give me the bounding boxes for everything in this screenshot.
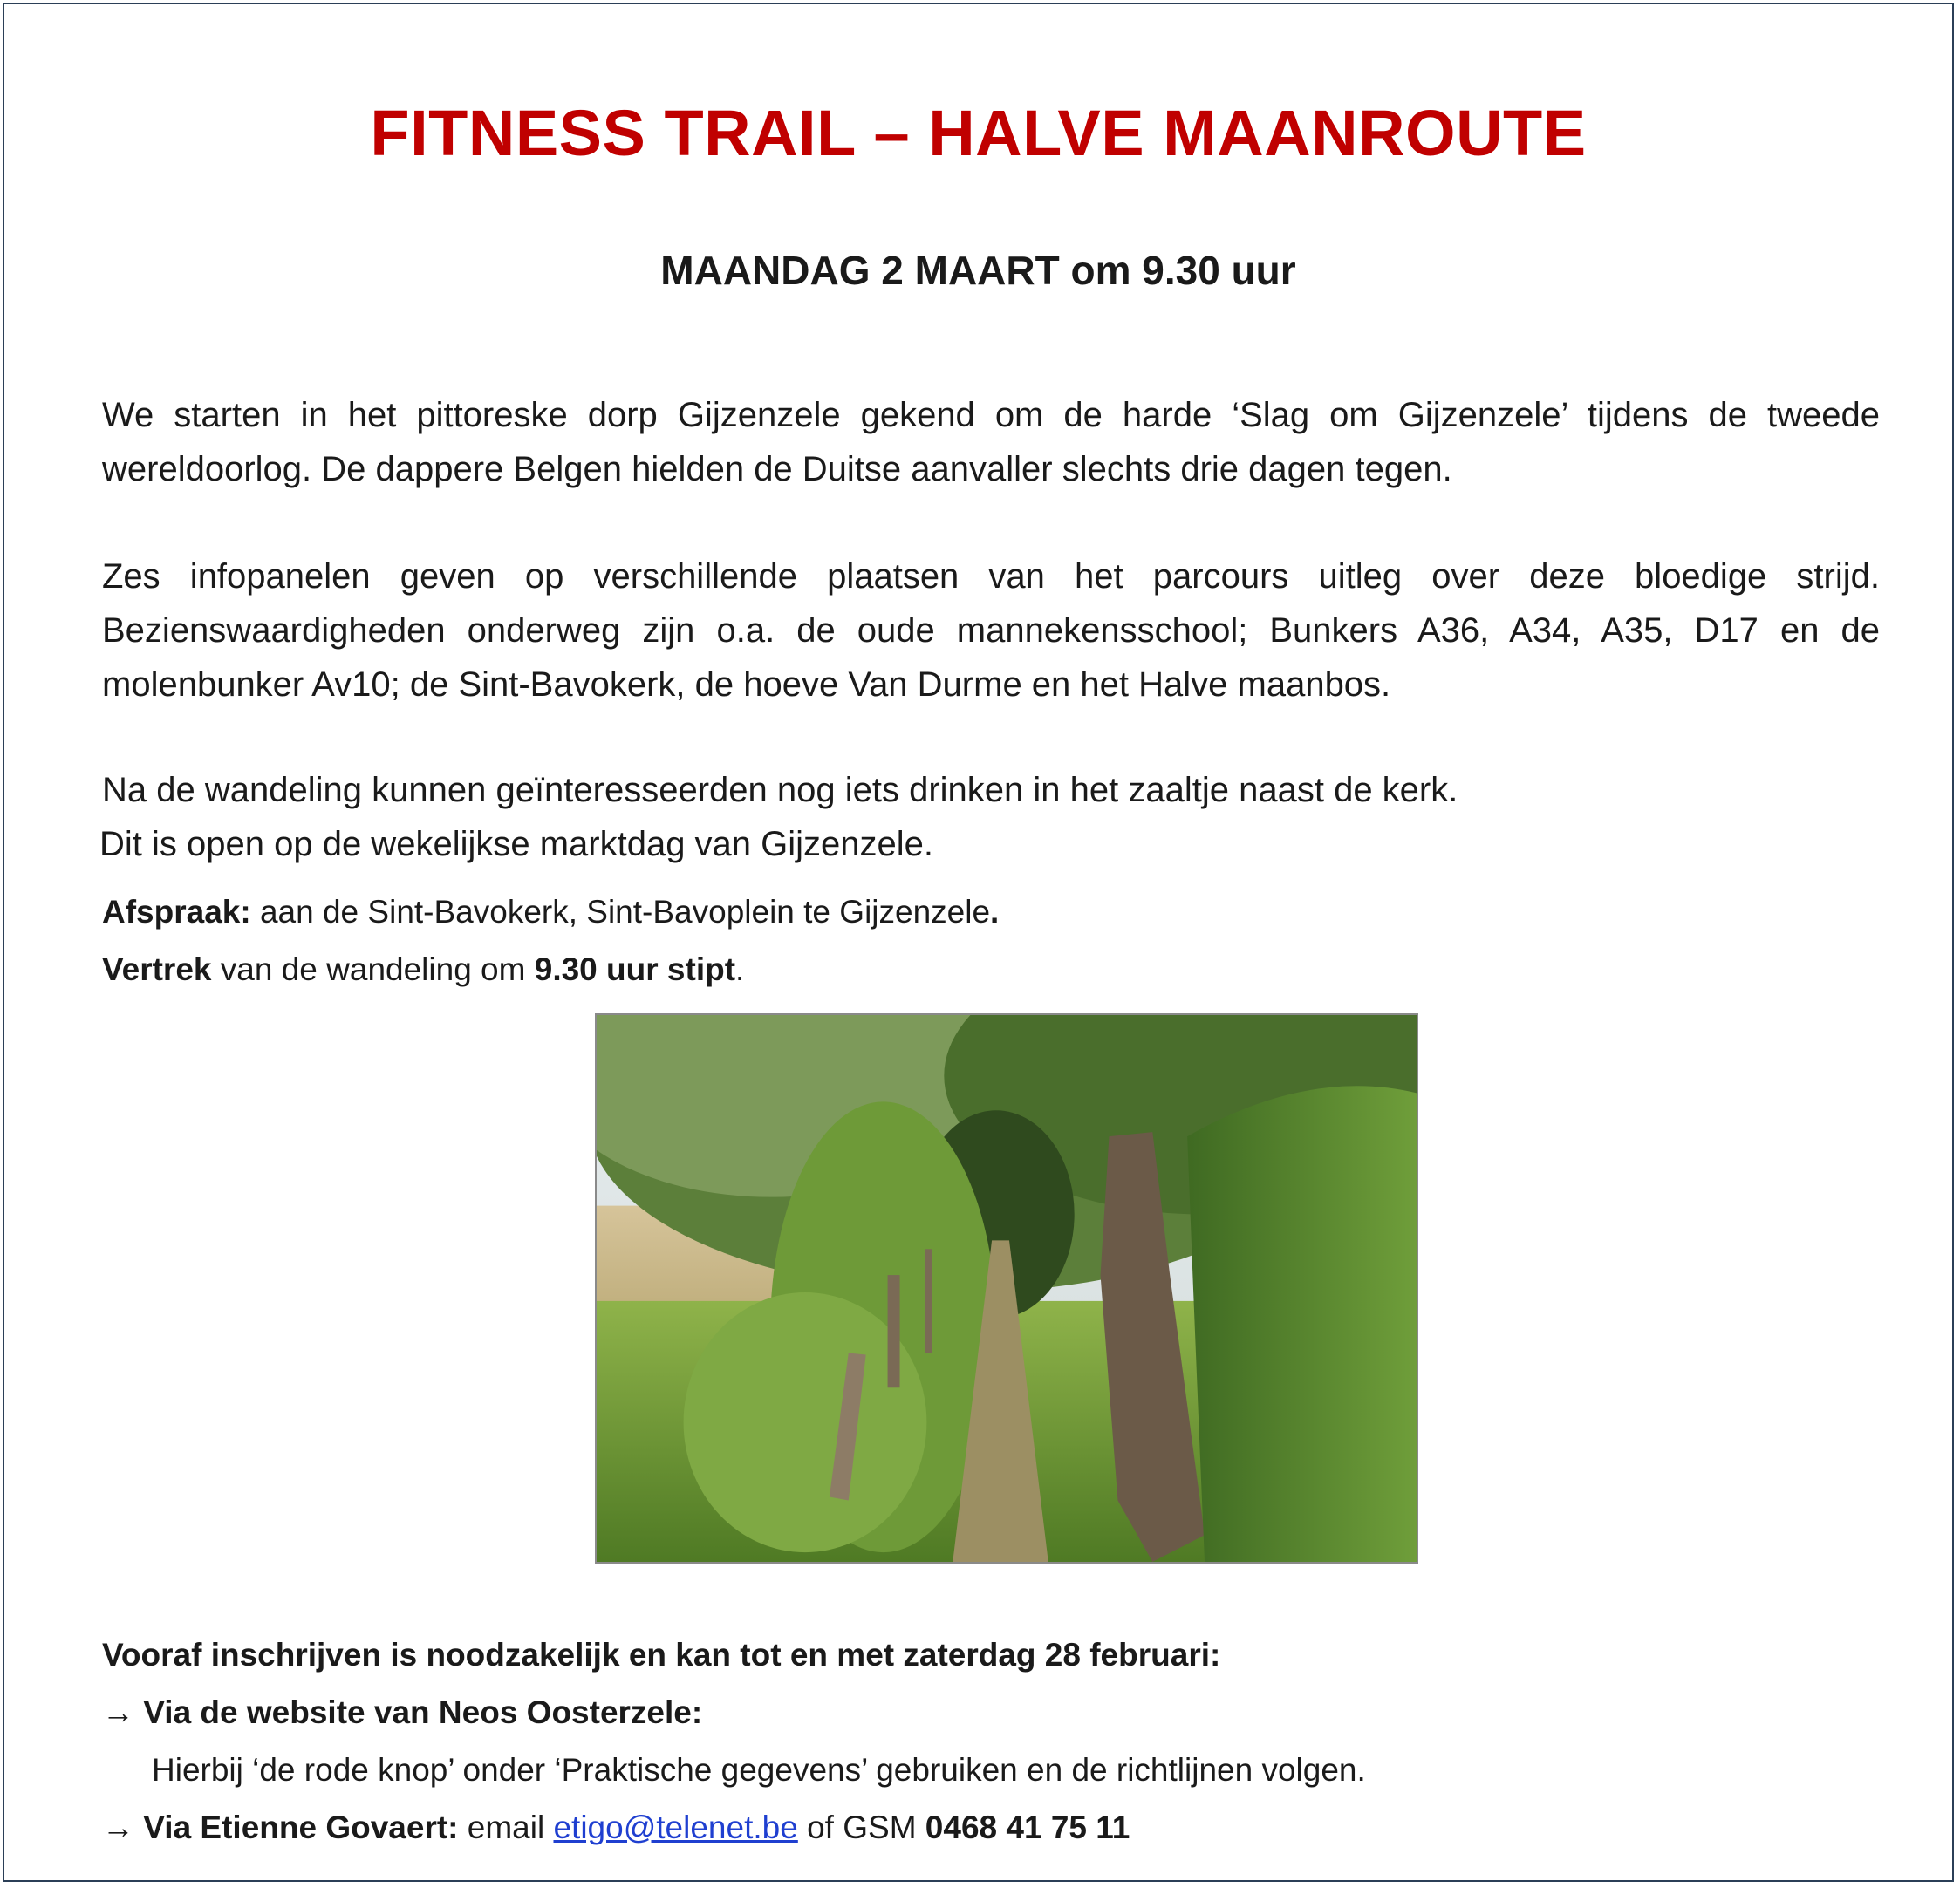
departure-line	[102, 941, 1880, 999]
meeting-location: aan de Sint-Bavokerk, Sint-Bavoplein te Gijzenzele	[250, 894, 991, 930]
arrow-right-icon: →	[102, 1810, 134, 1845]
after-walk-line-2: Dit is open op de wekelijkse marktdag van Gijzenzele.	[99, 825, 934, 863]
contact-label: Via Etienne Govaert:	[134, 1810, 459, 1845]
path-photo-icon	[597, 1015, 1417, 1562]
event-date: MAANDAG 2 MAART om 9.30 uur	[660, 248, 1296, 293]
registration-section	[102, 1626, 1880, 1857]
phone-number: 0468 41 75 11	[925, 1810, 1130, 1845]
after-walk-paragraph	[99, 763, 1880, 871]
arrow-right-icon: →	[102, 1694, 134, 1730]
departure-end: .	[735, 951, 745, 987]
registration-heading: Vooraf inschrijven is noodzakelijk en kan tot en met zaterdag 28 februari:	[102, 1637, 1221, 1673]
departure-text: van de wandeling om	[211, 951, 535, 987]
meeting-end: .	[990, 894, 1000, 930]
website-instructions: Hierbij ‘de rode knop’ onder ‘Praktische gegevens’ gebruiken en de richtlijnen volgen.	[152, 1752, 1366, 1788]
path-photo	[595, 1013, 1418, 1564]
departure-time: 9.30 uur stipt	[534, 951, 736, 987]
email-link[interactable]: etigo@telenet.be	[553, 1810, 798, 1845]
meeting-label: Afspraak:	[102, 894, 251, 930]
infopanels-paragraph: Zes infopanelen geven op verschillende plaatsen van het parcours uitleg over deze bloedige strijd. Bezienswaardigheden onderweg zijn o.a. de oude mannekensschool; Bunkers A36, A34, A35, D17 en de molenbunker Av10; de Sint-Bavokerk, de hoeve Van Durme en het Halve maanbos.	[102, 557, 1880, 704]
email-prefix: email	[458, 1810, 554, 1845]
intro-paragraph: We starten in het pittoreske dorp Gijzenzele gekend om de harde ‘Slag om Gijzenzele’ tijdens de tweede wereldoorlog. De dappere Belgen hielden de Duitse aanvaller slechts drie dagen tegen.	[102, 396, 1880, 488]
registration-option-contact	[102, 1799, 1880, 1857]
after-walk-line-1: Na de wandeling kunnen geïnteresseerden nog iets drinken in het zaaltje naast de kerk.	[102, 771, 1458, 809]
flyer-page	[3, 3, 1954, 1882]
registration-option-website	[102, 1684, 1880, 1741]
phone-prefix: of GSM	[797, 1810, 925, 1845]
page-title: FITNESS TRAIL – HALVE MAANROUTE	[370, 97, 1587, 169]
meeting-info	[102, 883, 1880, 999]
departure-label: Vertrek	[102, 951, 212, 987]
meeting-point	[102, 883, 1880, 941]
website-label: Via de website van Neos Oosterzele:	[134, 1694, 703, 1730]
